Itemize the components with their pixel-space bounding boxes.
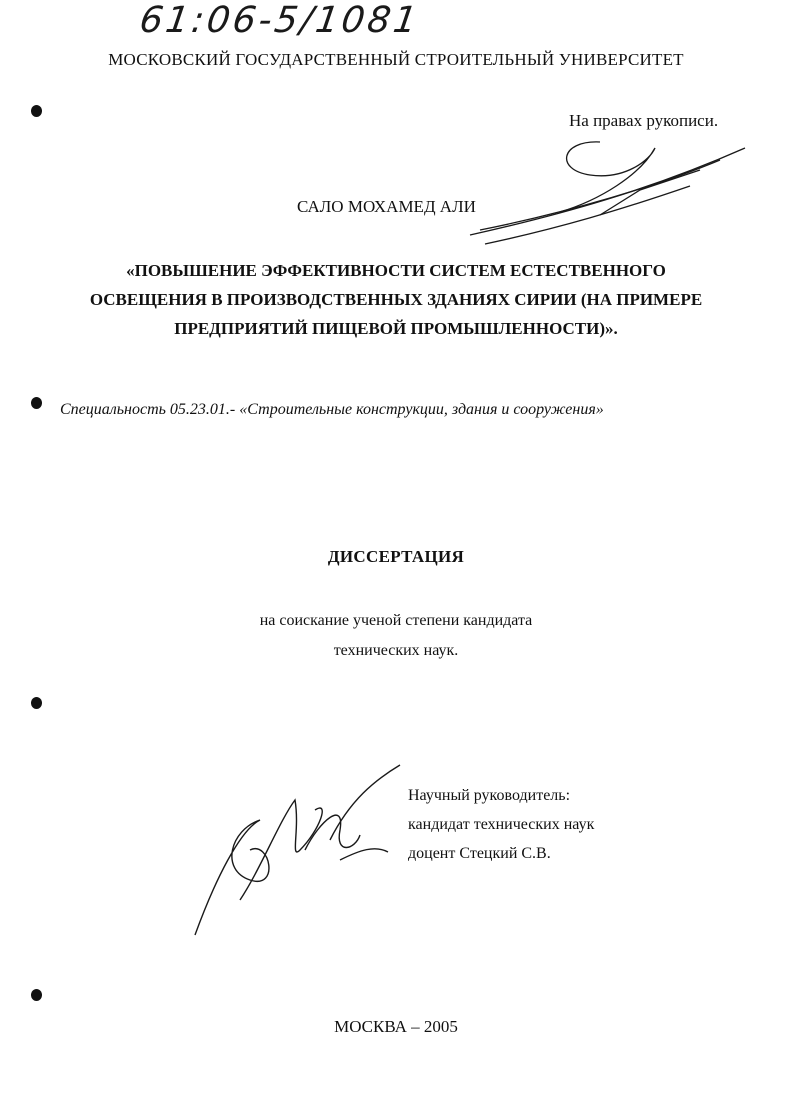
- margin-mark-icon: [31, 697, 42, 709]
- handwritten-archive-code: 61:06-5/1081: [137, 0, 423, 41]
- supervisor-block: [408, 781, 594, 868]
- specialty: Специальность 05.23.01.- «Строительные конструкции, здания и сооружения»: [60, 401, 604, 418]
- title-line: «ПОВЫШЕНИЕ ЭФФЕКТИВНОСТИ СИСТЕМ ЕСТЕСТВЕННОГО: [126, 261, 666, 280]
- supervisor-line: доцент Стецкий С.В.: [408, 845, 551, 862]
- supervisor-line: Научный руководитель:: [408, 787, 571, 804]
- margin-mark-icon: [31, 989, 42, 1001]
- title-line: ОСВЕЩЕНИЯ В ПРОИЗВОДСТВЕННЫХ ЗДАНИЯХ СИРИИ (НА ПРИМЕРЕ: [89, 290, 703, 309]
- supervisor-line: кандидат технических наук: [408, 816, 595, 833]
- margin-mark-icon: [31, 397, 42, 409]
- degree-line: технических наук.: [333, 642, 459, 659]
- margin-mark-icon: [31, 105, 42, 117]
- rights-note: На правах рукописи.: [569, 111, 719, 130]
- document-type: ДИССЕРТАЦИЯ: [327, 547, 465, 566]
- author-name: САЛО МОХАМЕД АЛИ: [297, 197, 476, 216]
- degree-line: на соискание ученой степени кандидата: [259, 612, 533, 629]
- university-name: МОСКОВСКИЙ ГОСУДАРСТВЕННЫЙ СТРОИТЕЛЬНЫЙ УНИВЕРСИТЕТ: [108, 50, 684, 69]
- title-line: ПРЕДПРИЯТИЙ ПИЩЕВОЙ ПРОМЫШЛЕННОСТИ)».: [174, 319, 618, 338]
- city-year: МОСКВА – 2005: [334, 1017, 458, 1036]
